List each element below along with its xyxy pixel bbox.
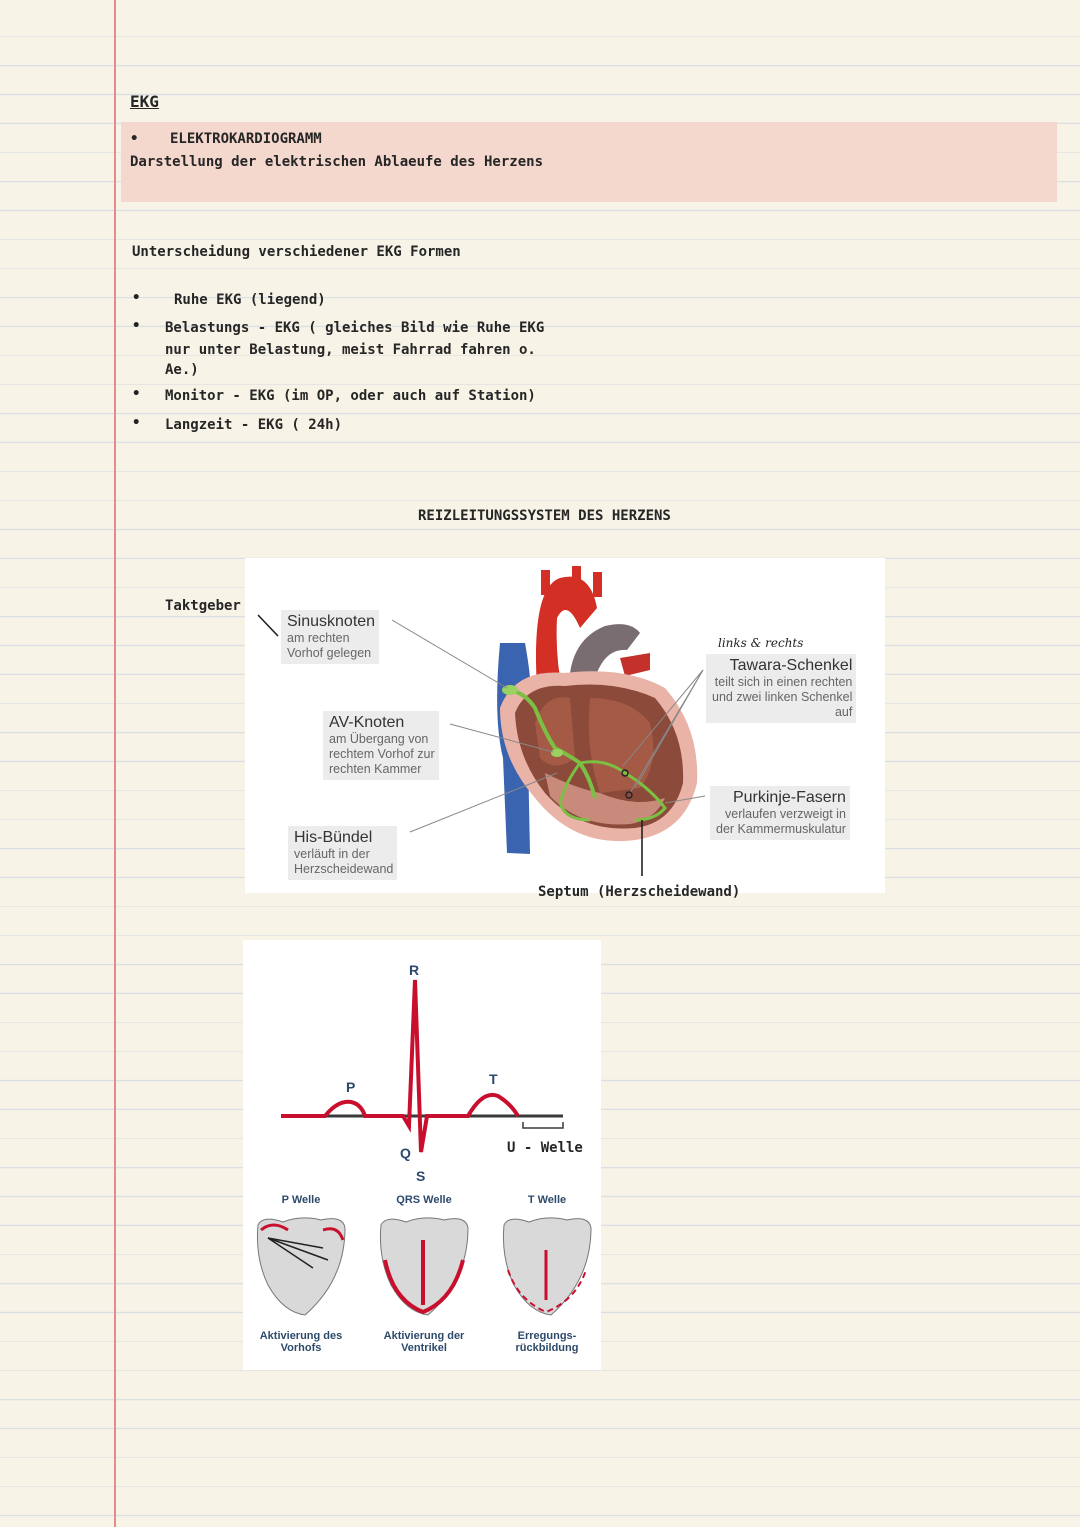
tawara-schenkel-label <box>706 654 856 723</box>
definition-bullet: • <box>130 131 139 147</box>
tawara-schenkel-desc-3: auf <box>834 705 853 719</box>
tawara-schenkel-desc-1: teilt sich in einen rechten <box>714 675 853 689</box>
tawara-handwritten-note: links & rechts <box>718 636 804 650</box>
heart-p-welle-icon <box>257 1218 345 1315</box>
phase-caption-line-1: Aktivierung des <box>259 1330 343 1342</box>
ecg-label-p: P <box>346 1079 356 1095</box>
phase-caption <box>369 1330 479 1354</box>
phase-title: QRS Welle <box>396 1194 452 1206</box>
u-welle-note: U - Welle <box>507 1140 583 1156</box>
phase-title: T Welle <box>527 1194 567 1206</box>
phase-caption <box>246 1330 356 1354</box>
bullet: • <box>132 415 141 431</box>
definition-text: Darstellung der elektrischen Ablaeufe des Herzens <box>130 154 544 170</box>
phase-caption-line-2: rückbildung <box>515 1342 579 1354</box>
phase-caption-line-1: Erregungs- <box>517 1330 577 1342</box>
purkinje-fasern-desc-1: verlaufen verzweigt in <box>725 807 846 821</box>
margin-line <box>114 0 116 1527</box>
bullet: • <box>132 386 141 402</box>
av-knoten-desc-3: rechten Kammer <box>329 762 422 776</box>
tawara-schenkel-title: Tawara-Schenkel <box>729 657 853 674</box>
list-item: Belastungs - EKG ( gleiches Bild wie Ruhe EKG <box>165 320 545 336</box>
sinusknoten-label <box>281 610 379 664</box>
list-item: Ruhe EKG (liegend) <box>174 292 326 308</box>
heart-t-welle-icon <box>503 1218 591 1315</box>
heart-qrs-welle-icon <box>380 1218 468 1315</box>
av-knoten-desc-2: rechtem Vorhof zur <box>329 747 435 761</box>
purkinje-fasern-title: Purkinje-Fasern <box>732 789 846 806</box>
list-item-continued: Ae.) <box>165 362 199 378</box>
phase-title: P Welle <box>281 1194 321 1206</box>
conduction-figure <box>245 558 885 893</box>
conduction-heading: REIZLEITUNGSSYSTEM DES HERZENS <box>418 508 671 524</box>
page-title: EKG <box>130 92 159 111</box>
ecg-label-q: Q <box>400 1145 411 1161</box>
tawara-schenkel-desc-2: und zwei linken Schenkel <box>712 690 853 704</box>
ecg-label-r: R <box>409 962 420 978</box>
av-knoten-title: AV-Knoten <box>329 714 405 731</box>
list-item-continued: nur unter Belastung, meist Fahrrad fahren o. <box>165 342 536 358</box>
taktgeber-note: Taktgeber <box>165 598 241 614</box>
ecg-label-t: T <box>489 1071 498 1087</box>
sinusknoten-desc-1: am rechten <box>287 631 350 645</box>
bullet: • <box>132 318 141 334</box>
phase-caption <box>492 1330 602 1354</box>
list-item: Monitor - EKG (im OP, oder auch auf Station) <box>165 388 536 404</box>
av-knoten-desc-1: am Übergang von <box>329 732 429 746</box>
phase-caption-line-1: Aktivierung der <box>383 1330 465 1342</box>
sinusknoten-title: Sinusknoten <box>287 613 376 630</box>
his-buendel-label <box>288 826 397 880</box>
bullet: • <box>132 290 141 306</box>
list-item: Langzeit - EKG ( 24h) <box>165 417 343 433</box>
phase-caption-line-2: Ventrikel <box>401 1342 447 1354</box>
ecg-label-s: S <box>416 1168 426 1184</box>
septum-note: Septum (Herzscheidewand) <box>538 884 741 900</box>
av-knoten-label <box>323 711 439 780</box>
purkinje-fasern-label <box>710 786 850 840</box>
definition-term: ELEKTROKARDIOGRAMM <box>170 131 322 147</box>
purkinje-fasern-desc-2: der Kammermuskulatur <box>716 822 846 836</box>
his-buendel-title: His-Bündel <box>294 829 373 846</box>
sinusknoten-desc-2: Vorhof gelegen <box>287 646 372 660</box>
forms-heading: Unterscheidung verschiedener EKG Formen <box>132 244 461 260</box>
taktgeber-arrow <box>256 612 280 638</box>
his-buendel-desc-1: verläuft in der <box>294 847 370 861</box>
phase-caption-line-2: Vorhofs <box>280 1342 322 1354</box>
his-buendel-desc-2: Herzscheidewand <box>294 862 394 876</box>
